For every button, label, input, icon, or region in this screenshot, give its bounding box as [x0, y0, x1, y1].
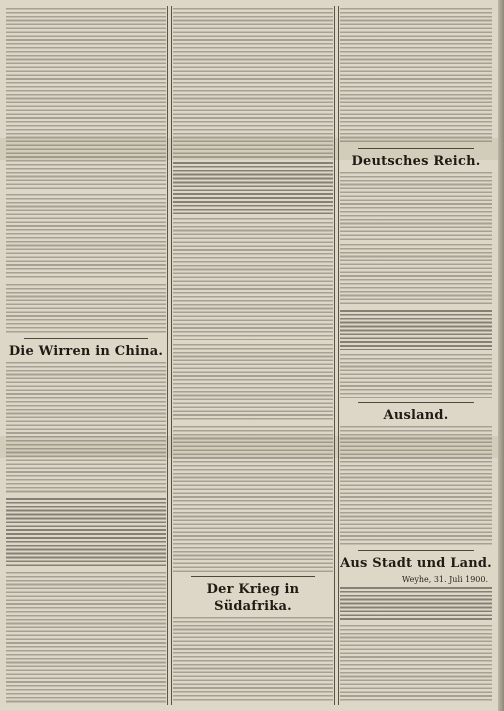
article-text-block: [6, 194, 166, 280]
article-text-block: [6, 498, 166, 568]
article-text-block: [6, 8, 166, 190]
column-2: [173, 8, 333, 703]
article-text-block: [340, 244, 492, 306]
article-text-block: [173, 162, 333, 214]
article-text-block: [340, 310, 492, 350]
article-text-block: [340, 625, 492, 703]
column-3: [340, 8, 492, 703]
section-divider: [358, 148, 474, 149]
section-divider: [191, 576, 315, 577]
section-heading-china: Die Wirren in China.: [8, 344, 164, 359]
article-text-block: [6, 362, 166, 494]
section-heading-south-africa: Der Krieg in Südafrika.: [206, 582, 300, 614]
article-text-block: [340, 426, 492, 546]
article-text-block: [6, 572, 166, 703]
article-text-block: [173, 8, 333, 158]
article-text-block: [173, 617, 333, 703]
column-rule: [334, 6, 339, 705]
section-divider: [358, 550, 474, 551]
section-divider: [358, 402, 474, 403]
section-divider: [24, 338, 148, 339]
dateline: Weyhe, 31. Juli 1900.: [402, 575, 488, 584]
section-heading-abroad: Ausland.: [383, 408, 449, 423]
section-heading-local: Aus Stadt und Land.: [340, 556, 492, 571]
article-text-block: [340, 8, 492, 144]
column-rule: [167, 6, 172, 705]
article-text-block: [173, 426, 333, 572]
article-text-block: [6, 284, 166, 334]
page-gutter-edge: [498, 0, 504, 711]
article-text-block: [340, 172, 492, 240]
article-text-block: [173, 218, 333, 340]
column-1: [6, 8, 166, 703]
article-text-block: [340, 587, 492, 621]
article-text-block: [340, 354, 492, 398]
section-heading-reich: Deutsches Reich.: [351, 154, 481, 169]
article-text-block: [173, 344, 333, 422]
